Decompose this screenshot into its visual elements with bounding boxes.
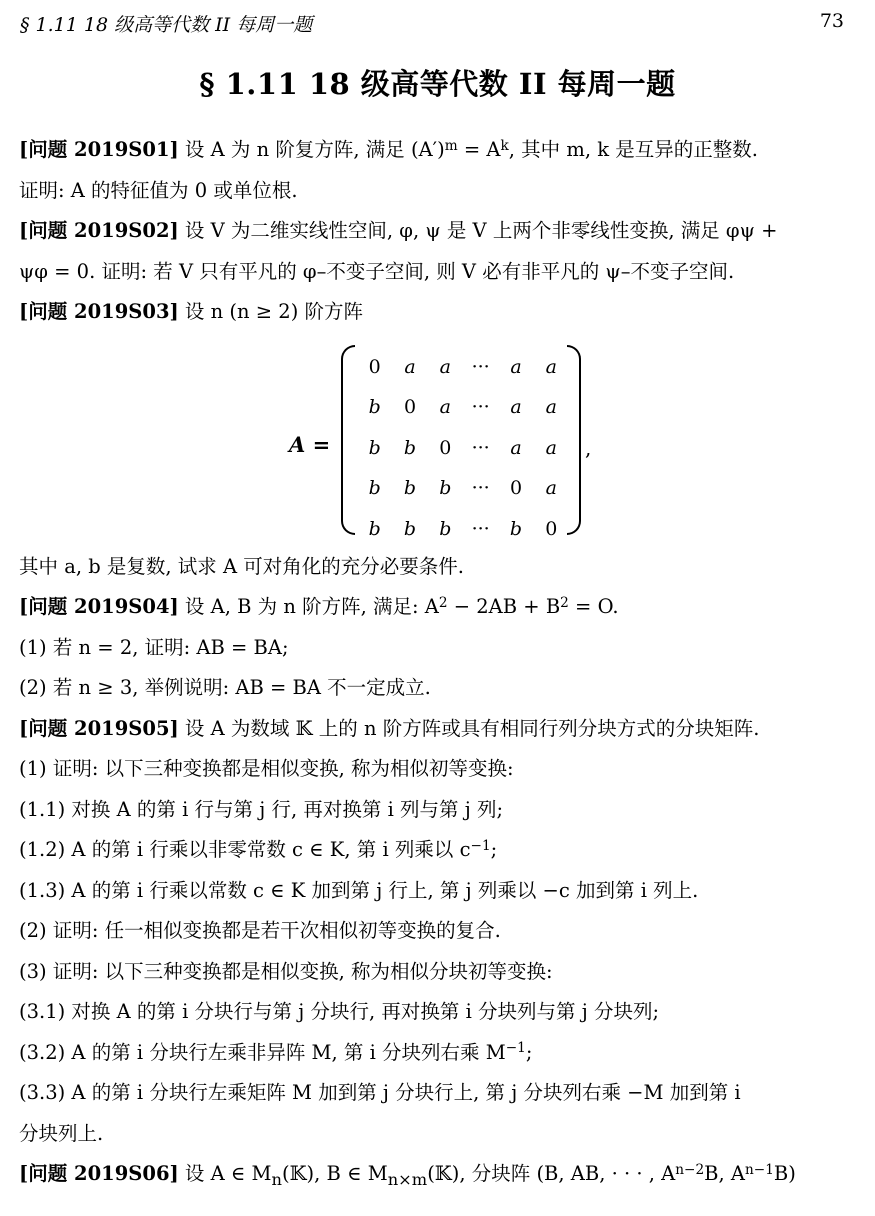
matrix-cell: ··· <box>471 355 490 378</box>
matrix-cell: 0 <box>509 477 523 499</box>
problem-s03-line1: [问题 2019S03] 设 n (n ≥ 2) 阶方阵 <box>19 300 364 323</box>
problem-s05-p32: (3.2) A 的第 i 分块行左乘非异阵 M, 第 i 分块列右乘 $M^{-1}$; <box>19 1040 533 1064</box>
problem-s01-line1: [问题 2019S01] 设 A 为 n 阶复方阵, 满足 $(A')^m = A^k$, 其中 m, k 是互异的正整数. <box>19 137 758 161</box>
matrix-cell: a <box>545 396 557 418</box>
problem-s01-line2: 证明: A 的特征值为 0 或单位根. <box>19 178 298 202</box>
matrix-grid <box>357 347 569 540</box>
matrix-cell: a <box>545 436 557 459</box>
matrix-cell: b <box>403 436 417 459</box>
problem-label: [问题 2019S04] <box>19 595 179 618</box>
matrix-cell: a <box>439 355 451 378</box>
matrix-cell: ··· <box>471 436 490 459</box>
matrix-display <box>19 333 849 547</box>
matrix-cell: a <box>439 396 451 418</box>
matrix-cell: b <box>368 396 381 418</box>
matrix-label: A = <box>289 431 331 457</box>
problem-s05-p3: (3) 证明: 以下三种变换都是相似变换, 称为相似分块初等变换: <box>19 959 553 983</box>
problem-s04-line1: [问题 2019S04] 设 A, B 为 n 阶方阵, 满足: $A^2 - 2AB + B^2 = O$. <box>19 594 619 618</box>
matrix-cell: 0 <box>403 396 417 418</box>
matrix-cell: 0 <box>439 436 452 459</box>
problem-label: [问题 2019S05] <box>19 716 179 740</box>
problem-label: [问题 2019S03] <box>19 300 179 323</box>
problem-list <box>19 130 849 1195</box>
problem-s05-p33: (3.3) A 的第 i 分块行左乘矩阵 M 加到第 j 分块行上, 第 j 分块列右乘 −M 加到第 i <box>19 1081 741 1104</box>
problem-s05-p33-cont: 分块列上. <box>19 1121 104 1145</box>
matrix-cell: a <box>510 355 522 378</box>
running-header <box>20 10 844 36</box>
matrix-cell: b <box>368 436 381 459</box>
matrix-cell: ··· <box>471 477 490 499</box>
matrix-cell: a <box>510 396 522 418</box>
right-paren <box>567 345 581 535</box>
problem-s06-line1: [问题 2019S06] 设 A ∈ $M_n(𝕂)$, B ∈ $M_{n\times m}(𝕂)$, 分块阵 (B, AB, · · · , $A^{n-2}B$, $A^{n-1}B$) <box>19 1161 796 1189</box>
matrix-cell: 0 <box>545 517 558 540</box>
matrix-cell: b <box>439 517 452 540</box>
matrix-cell: ··· <box>471 517 490 540</box>
page-number: 73 <box>819 10 844 32</box>
problem-s05-line1: [问题 2019S05] 设 A 为数域 𝕂 上的 n 阶方阵或具有相同行列分块方式的分块矩阵. <box>19 716 760 740</box>
matrix-comma: , <box>585 435 592 460</box>
matrix-cell: 0 <box>368 355 381 378</box>
matrix-cell: ··· <box>471 396 490 418</box>
running-header-title: § 1.11 18 级高等代数 II 每周一题 <box>20 14 313 36</box>
matrix <box>341 345 581 540</box>
problem-s03-line2: 其中 a, b 是复数, 试求 A 可对角化的充分必要条件. <box>19 554 464 578</box>
problem-s02-line1: [问题 2019S02] 设 V 为二维实线性空间, φ, ψ 是 V 上两个非零线性变换, 满足 φψ + <box>19 219 778 242</box>
problem-s05-p31: (3.1) 对换 A 的第 i 分块行与第 j 分块行, 再对换第 i 分块列与第 j 分块列; <box>19 1000 660 1023</box>
problem-s05-p13: (1.3) A 的第 i 行乘以常数 c ∈ K 加到第 j 行上, 第 j 列乘以 −c 加到第 i 列上. <box>19 878 699 902</box>
problem-s05-p1: (1) 证明: 以下三种变换都是相似变换, 称为相似初等变换: <box>19 757 514 780</box>
matrix-cell: b <box>403 517 417 540</box>
problem-s04-item2: (2) 若 n ≥ 3, 举例说明: AB = BA 不一定成立. <box>19 676 431 699</box>
problem-label: [问题 2019S06] <box>19 1162 179 1185</box>
matrix-cell: b <box>403 477 417 499</box>
left-paren <box>341 345 355 535</box>
problem-label: [问题 2019S01] <box>19 138 179 161</box>
matrix-cell: b <box>368 517 381 540</box>
matrix-cell: b <box>368 477 381 499</box>
problem-s05-p12: (1.2) A 的第 i 行乘以非零常数 c ∈ K, 第 i 列乘以 $c^{-1}$; <box>19 837 498 861</box>
section-title: § 1.11 18 级高等代数 II 每周一题 <box>199 67 676 101</box>
problem-label: [问题 2019S02] <box>19 219 179 242</box>
matrix-cell: b <box>509 517 523 540</box>
matrix-cell: a <box>510 436 522 459</box>
problem-s05-p11: (1.1) 对换 A 的第 i 行与第 j 行, 再对换第 i 列与第 j 列; <box>19 797 504 821</box>
matrix-cell: a <box>404 355 416 378</box>
problem-s02-line2: ψφ = 0. 证明: 若 V 只有平凡的 φ–不变子空间, 则 V 必有非平凡的 ψ–不变子空间. <box>19 259 735 283</box>
matrix-cell: a <box>545 355 557 378</box>
problem-s05-p2: (2) 证明: 任一相似变换都是若干次相似初等变换的复合. <box>19 919 501 942</box>
matrix-cell: b <box>439 477 452 499</box>
problem-s04-item1: (1) 若 n = 2, 证明: AB = BA; <box>19 635 289 659</box>
matrix-cell: a <box>545 477 557 499</box>
